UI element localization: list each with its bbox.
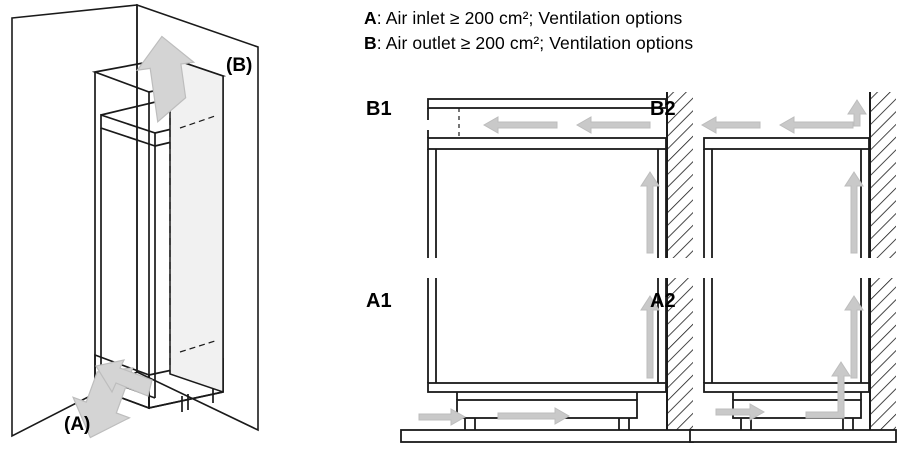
cabinet-outline xyxy=(704,138,869,258)
airflow-arrows xyxy=(419,296,659,425)
floor-line xyxy=(401,430,693,442)
cabinet-outline xyxy=(428,278,666,430)
floor-line xyxy=(690,430,896,442)
cabinet-label-a: (A) xyxy=(64,414,91,435)
panel-label-a1: A1 xyxy=(366,290,392,312)
cabinet-perspective-drawing xyxy=(0,0,340,450)
legend-key-b: B xyxy=(364,33,377,53)
panel-label-b2: B2 xyxy=(650,98,676,120)
legend xyxy=(364,6,693,56)
cabinet-side-panel xyxy=(170,58,223,392)
legend-text-b: : Air outlet ≥ 200 cm²; Ventilation options xyxy=(376,33,694,53)
panel-b2-diagram xyxy=(688,90,898,260)
legend-row-b xyxy=(364,31,693,56)
legend-row-a xyxy=(364,6,693,31)
panel-label-a2: A2 xyxy=(650,290,676,312)
wall-hatch xyxy=(870,278,896,430)
wall-hatch xyxy=(870,92,896,258)
cabinet-label-b: (B) xyxy=(226,55,253,76)
airflow-arrows xyxy=(702,100,866,253)
legend-key-a: A xyxy=(364,8,377,28)
airflow-arrows xyxy=(716,296,863,420)
panel-label-b1: B1 xyxy=(366,98,392,120)
panel-a2-diagram xyxy=(688,278,898,448)
legend-text-a: : Air inlet ≥ 200 cm²; Ventilation options xyxy=(376,8,683,28)
